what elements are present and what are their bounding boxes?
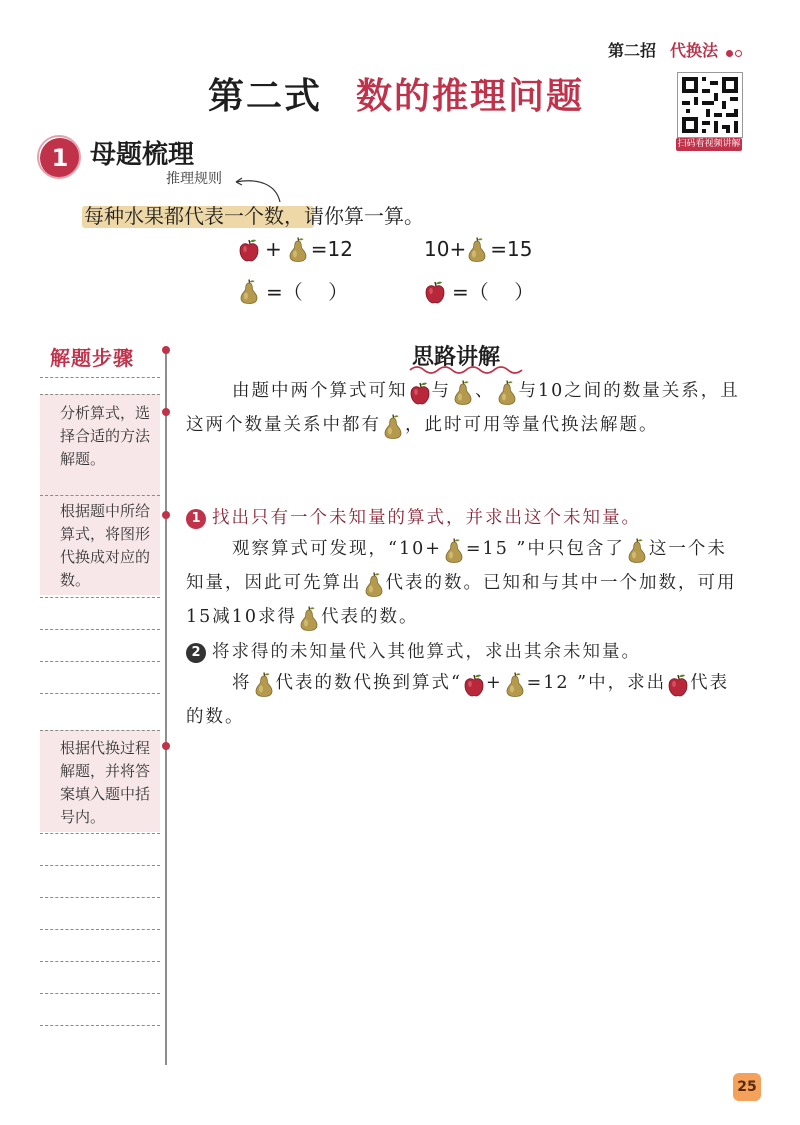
pear-icon	[363, 571, 385, 597]
timeline-dot	[162, 742, 170, 750]
step-1-text: 分析算式，选择合适的方法解题。	[60, 404, 151, 468]
timeline-dot	[162, 408, 170, 416]
section-title: 母题梳理	[90, 140, 195, 170]
dashed-rule	[40, 377, 160, 378]
chapter-dots-icon	[724, 42, 742, 61]
dashed-rule	[40, 693, 160, 694]
apple-icon	[463, 671, 485, 697]
step-2-number: 2	[186, 643, 206, 663]
qr-code-icon[interactable]	[677, 72, 743, 138]
step-1-paragraph: 观察算式可发现，“10+ =15 ”中只包含了 这一个未知量，因此可先算出 代表的数。已知和与其中一个加数，可用15减10求得 代表的数。	[186, 532, 742, 634]
timeline-line	[165, 350, 167, 1065]
answer-pear	[238, 276, 348, 305]
title-part1: 第二式	[208, 76, 323, 117]
pear-icon	[253, 671, 275, 697]
pear-icon	[287, 236, 309, 262]
step-2-heading: 2 将求得的未知量代入其他算式，求出其余未知量。	[186, 638, 641, 663]
step-1-number: 1	[186, 509, 206, 529]
page-number: 25	[733, 1073, 761, 1101]
rule-label: 推理规则	[166, 171, 222, 187]
apple-icon	[409, 379, 431, 405]
chapter-label	[608, 38, 742, 61]
equation-1	[238, 236, 353, 262]
problem-statement: 每种水果都代表一个数，请你算一算。	[84, 204, 424, 228]
dashed-rule	[40, 993, 160, 994]
dashed-rule	[40, 661, 160, 662]
apple-icon	[424, 278, 446, 304]
dashed-rule	[40, 629, 160, 630]
timeline-dot	[162, 511, 170, 519]
pear-icon	[626, 537, 648, 563]
dashed-rule	[40, 833, 160, 834]
step-2-paragraph: 将 代表的数代换到算式“ + =12 ”中，求出 代表的数。	[186, 666, 742, 734]
timeline-dot	[162, 346, 170, 354]
answer-pear-blank[interactable]: =（ ）	[266, 280, 349, 304]
apple-icon	[238, 236, 260, 262]
pear-icon	[452, 379, 474, 405]
dashed-rule	[40, 897, 160, 898]
eq1-result: =12	[310, 237, 353, 261]
chapter-name: 代换法	[669, 41, 718, 60]
pear-icon	[238, 278, 260, 304]
step-2-text: 根据题中所给算式，将图形代换成对应的数。	[60, 502, 151, 589]
pear-icon	[443, 537, 465, 563]
answer-apple-blank[interactable]: =（ ）	[452, 280, 535, 304]
dashed-rule	[40, 730, 160, 731]
dashed-rule	[40, 495, 160, 496]
intro-paragraph: 由题中两个算式可知 与 、 与10之间的数量关系，且这两个数量关系中都有 ，此时可用等量代换法解题。	[186, 374, 742, 442]
chapter-number: 第二招	[607, 41, 656, 60]
steps-title: 解题步骤	[50, 346, 134, 370]
eq2-prefix: 10+	[424, 237, 467, 261]
section-number-badge	[40, 138, 80, 178]
section-number: 1	[51, 144, 69, 172]
pear-icon	[466, 236, 488, 262]
title-part2: 数的推理问题	[356, 76, 585, 117]
dashed-rule	[40, 1025, 160, 1026]
qr-caption: 扫码看视频讲解	[677, 139, 741, 149]
step-1-heading: 1 找出只有一个未知量的算式，并求出这个未知量。	[186, 504, 641, 529]
dashed-rule	[40, 961, 160, 962]
pear-icon	[382, 413, 404, 439]
dashed-rule	[40, 929, 160, 930]
pear-icon	[504, 671, 526, 697]
pear-icon	[496, 379, 518, 405]
page-title	[208, 68, 584, 119]
eq1-plus: +	[265, 237, 282, 261]
dashed-rule	[40, 865, 160, 866]
step-3-text: 根据代换过程解题，并将答案填入题中括号内。	[60, 739, 151, 826]
explanation-title: 思路讲解	[412, 345, 501, 370]
eq2-result: =15	[490, 237, 533, 261]
equation-2	[424, 236, 532, 262]
apple-icon	[667, 671, 689, 697]
answer-apple	[424, 276, 534, 305]
pear-icon	[298, 605, 320, 631]
dashed-rule	[40, 394, 160, 395]
dashed-rule	[40, 597, 160, 598]
